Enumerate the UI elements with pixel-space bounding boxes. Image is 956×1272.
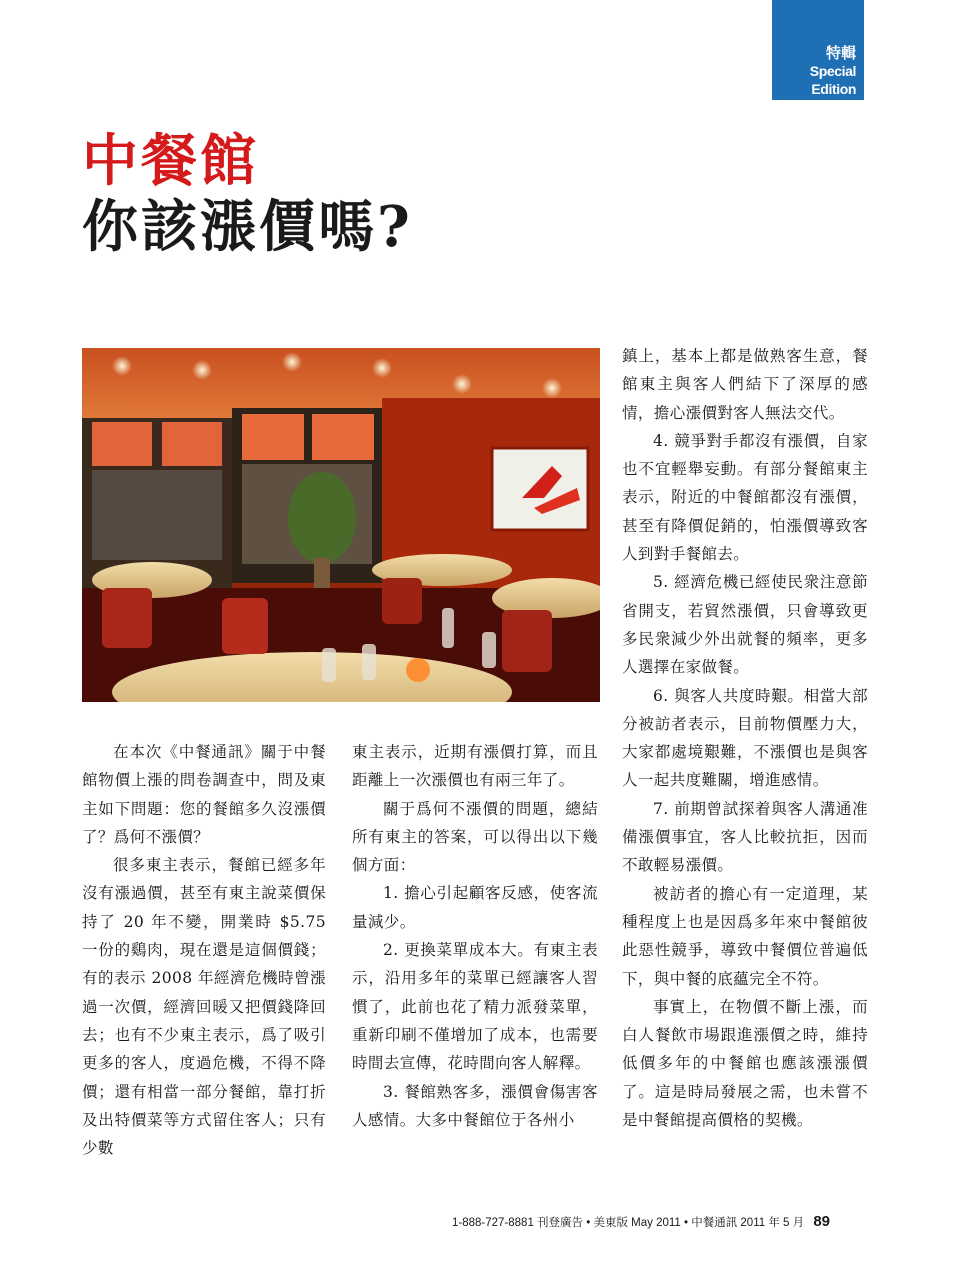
paragraph: 4. 競爭對手都沒有漲價，自家也不宜輕舉妄動。有部分餐館東主表示，附近的中餐館都沒有漲價，甚至有降價促銷的，怕漲價導致客人到對手餐館去。 <box>622 431 868 564</box>
headline-line1: 中餐館 <box>82 128 259 194</box>
paragraph: 被訪者的擔心有一定道理，某種程度上也是因爲多年來中餐館彼此惡性競爭，導致中餐價位普遍低下，與中餐的底蘊完全不符。 <box>622 884 868 988</box>
footer-text: 1-888-727-8881 刊登廣告 • 美東版 May 2011 • 中餐通訊 2011 年 5 月 <box>452 1217 805 1229</box>
article-column-2 <box>352 738 598 1134</box>
page-footer <box>452 1213 872 1230</box>
restaurant-interior-illustration <box>82 348 600 702</box>
paragraph: 5. 經濟危機已經使民衆注意節省開支，若貿然漲價，只會導致更多民衆減少外出就餐的頻率，更多人選擇在家做餐。 <box>622 573 868 677</box>
section-tab-zh: 特輯 <box>825 44 856 62</box>
section-tab-en: Special Edition <box>809 63 856 97</box>
paragraph: 1. 擔心引起顧客反感，使客流量減少。 <box>352 884 598 931</box>
paragraph: 3. 餐館熟客多，漲價會傷害客人感情。大多中餐館位于各州小 <box>352 1082 598 1129</box>
paragraph: 在本次《中餐通訊》關于中餐館物價上漲的問卷調查中，問及東主如下問題：您的餐館多久沒漲價了？爲何不漲價？ <box>82 743 326 846</box>
article-column-1 <box>82 738 326 1162</box>
paragraph: 很多東主表示，餐館已經多年沒有漲過價，甚至有東主說菜價保持了 20 年不變，開業時 $5.75 一份的鷄肉，現在還是這個價錢；有的表示 2008 年經濟危機時曾漲過一次價，經濟回暖又把價錢降回去；也有不少東主表示，爲了吸引更多的客人，度過危機，不得不降價；還有相當一部分餐館，靠打折及出特價菜等方式留住客人；只有少數 <box>82 856 326 1158</box>
page-number: 89 <box>813 1213 831 1230</box>
paragraph: 2. 更換菜單成本大。有東主表示，沿用多年的菜單已經讓客人習慣了，此前也花了精力派發菜單，重新印刷不僅增加了成本，也需要時間去宣傳，花時間向客人解釋。 <box>352 941 598 1073</box>
paragraph: 關于爲何不漲價的問題，總結所有東主的答案，可以得出以下幾個方面： <box>352 799 598 875</box>
article-column-3 <box>622 342 868 1134</box>
paragraph: 7. 前期曾試探着與客人溝通准備漲價事宜，客人比較抗拒，因而不敢輕易漲價。 <box>622 799 868 875</box>
paragraph: 鎮上，基本上都是做熟客生意，餐館東主與客人們結下了深厚的感情，擔心漲價對客人無法交代。 <box>622 347 868 422</box>
headline-line2: 你該漲價嗎? <box>82 194 413 260</box>
paragraph: 6. 與客人共度時艱。相當大部分被訪者表示，目前物價壓力大，大家都處境艱難，不漲價也是與客人一起共度難關，增進感情。 <box>622 686 868 790</box>
restaurant-interior-photo <box>82 348 600 702</box>
section-tab <box>772 0 864 100</box>
paragraph: 東主表示，近期有漲價打算，而且距離上一次漲價也有兩三年了。 <box>352 743 598 790</box>
paragraph: 事實上，在物價不斷上漲，而白人餐飲市場跟進漲價之時，維持低價多年的中餐館也應該漲漲價了。這是時局發展之需，也未嘗不是中餐館提高價格的契機。 <box>622 997 868 1130</box>
